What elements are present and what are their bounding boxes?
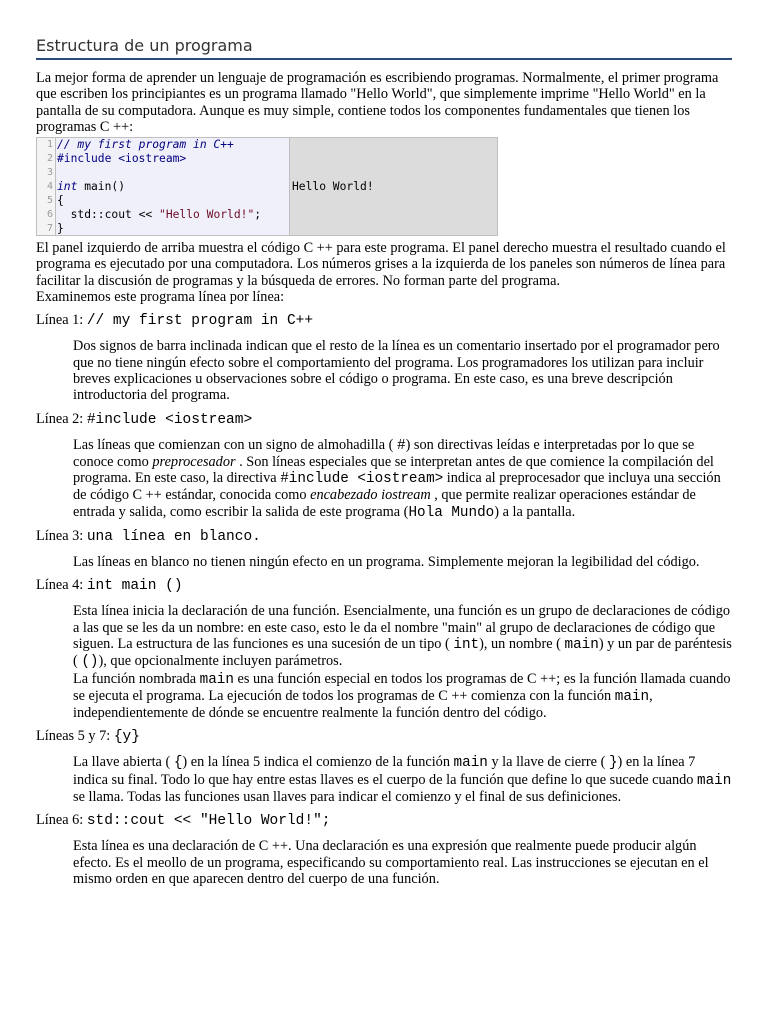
text-run: , que permite realizar operaciones estándar de entrada y salida, como escribir la salida de este programa (	[73, 487, 696, 520]
code-text: {	[57, 194, 64, 208]
text-run: , independientemente de dónde se encuentre realmente la función dentro del código.	[73, 687, 653, 722]
line-number: 2	[46, 153, 53, 165]
line6-code: std::cout << "Hello World!";	[86, 813, 331, 830]
line2-code: #include <iostream>	[86, 411, 253, 428]
text-run: ), un nombre (	[479, 635, 565, 652]
output-panel	[290, 138, 497, 235]
line-number: 3	[46, 167, 53, 179]
text-run: Esta línea inicia la declaración de una función. Esencialmente, una función es un grupo de declaraciones de código a las que se les da un nombre: en este caso, esto le da el nombre "main" al grupo de declaraciones de código que siguen. La estructura de las funciones es una sucesión de un tipo (	[73, 603, 730, 652]
line-number: 4	[46, 181, 53, 193]
text-run: se llama. Todas las funciones usan llaves para indicar el comienzo y el final de sus definiciones.	[73, 789, 622, 806]
line4-description	[73, 603, 732, 670]
text-run: ) en la línea 5 indica el comienzo de la función	[182, 754, 454, 771]
line6-label: Línea 6:	[36, 812, 87, 829]
line-number: 5	[46, 195, 53, 207]
text-run: ) y un par de paréntesis (	[73, 635, 732, 670]
line4-code: int main ()	[86, 578, 183, 595]
line-number-gutter	[37, 138, 55, 235]
code-line-6	[57, 208, 261, 222]
inline-code: main	[614, 688, 650, 705]
code-line-5	[57, 194, 261, 208]
text-run: y la llave de cierre (	[487, 754, 609, 771]
inline-code: Hola Mundo	[408, 504, 495, 521]
line2-heading	[36, 410, 732, 429]
line3-label: Línea 3:	[36, 528, 87, 545]
inline-code: main	[697, 772, 732, 789]
inline-code: #include <iostream>	[280, 471, 444, 488]
code-string: "Hello World!"	[159, 208, 255, 222]
line3-description: Las líneas en blanco no tienen ningún efecto en un programa. Simplemente mejoran la legibilidad del código.	[73, 554, 700, 571]
inline-code: {	[173, 755, 183, 772]
line3-heading	[36, 527, 732, 546]
line-number: 6	[46, 209, 53, 221]
line1-label: Línea 1:	[36, 312, 87, 329]
line1-heading	[36, 311, 732, 330]
line57-description	[73, 754, 732, 805]
code-keyword: int	[57, 180, 78, 194]
text-run: La llave abierta (	[73, 754, 174, 771]
inline-code: #	[396, 437, 406, 454]
line57-heading	[36, 727, 732, 746]
code-line-7	[57, 222, 261, 236]
code-example	[36, 137, 498, 236]
line2-description	[73, 437, 732, 521]
code-text: std::cout <<	[57, 208, 160, 222]
line6-heading	[36, 811, 732, 830]
code-text: ;	[254, 208, 262, 222]
code-line-1	[57, 138, 261, 152]
line2-label: Línea 2:	[36, 410, 87, 427]
code-line-4	[57, 180, 261, 194]
line57-code: {y}	[113, 729, 140, 746]
line4-label: Línea 4:	[36, 577, 87, 594]
inline-code: main	[453, 755, 488, 772]
inline-code: }	[608, 755, 618, 772]
text-run: La función nombrada	[73, 670, 200, 687]
inline-code: main	[199, 671, 234, 688]
inline-code: int	[453, 636, 480, 653]
text-run: ) a la pantalla.	[494, 503, 576, 520]
line4-description-2	[73, 671, 732, 722]
line1-code: // my first program in C++	[86, 313, 314, 330]
code-panel	[37, 138, 290, 235]
intro-paragraph: La mejor forma de aprender un lenguaje de programación es escribiendo programas. Normalmente, el primer programa que escriben los principiantes es un programa llamado "Hello World", que simplemente imprime "Hello World" en la pantalla de su computadora. Aunque es muy simple, contiene todos los componentes fundamentales que tienen los programas C ++:	[36, 70, 719, 135]
inline-code: main	[564, 636, 599, 653]
code-preprocessor: #include <iostream>	[57, 152, 187, 166]
code-text: main()	[77, 180, 126, 194]
line-by-line-intro: Examinemos este programa línea por línea:	[36, 289, 285, 306]
text-run: Las líneas que comienzan con un signo de almohadilla (	[73, 436, 397, 453]
line57-label: Líneas 5 y 7:	[36, 728, 114, 745]
program-output: Hello World!	[292, 180, 374, 194]
text-run: es una función especial en todos los programas de C ++; es la función llamada cuando se ejecuta el programa. La ejecución de todos los programas de C ++ comienza con la función	[73, 670, 731, 704]
inline-code: ()	[81, 654, 99, 671]
page-title: Estructura de un programa	[36, 36, 732, 60]
emphasis: encabezado iostream	[310, 487, 431, 504]
code-line-2	[57, 152, 261, 166]
text-run: ) son directivas leídas e interpretadas por lo que se conoce como	[73, 436, 695, 470]
line6-description: Esta línea es una declaración de C ++. Una declaración es una expresión que realmente puede producir algún efecto. Es el meollo de un programa, especificando su comportamiento real. Las instrucciones se ejecutan en el mismo orden en que aparecen dentro del cuerpo de una función.	[73, 838, 709, 887]
text-run: ) en la línea 7 indica su final. Todo lo que hay entre estas llaves es el cuerpo de la función que define lo que sucede cuando	[73, 754, 698, 788]
text-run: . Son líneas especiales que se interpretan antes de que comience la compilación del programa. En este caso, la directiva	[73, 453, 714, 487]
panel-explanation: El panel izquierdo de arriba muestra el código C ++ para este programa. El panel derecho muestra el resultado cuando el programa es ejecutado por una computadora. Los números grises a la izquierda de los paneles son números de línea para facilitar la discusión de programas y la búsqueda de errores. No forman parte del programa.	[36, 240, 726, 289]
code-lines	[55, 138, 261, 235]
document-page	[36, 36, 732, 887]
line-number: 7	[46, 223, 53, 235]
text-run: indica al preprocesador que incluya una sección de código C ++ estándar, conocida como	[73, 470, 721, 504]
code-comment: // my first program in C++	[57, 138, 234, 152]
code-text: }	[57, 222, 64, 236]
line4-heading	[36, 576, 732, 595]
line3-code: una línea en blanco.	[86, 529, 261, 546]
code-line-3	[57, 166, 261, 180]
emphasis: preprocesador	[152, 453, 236, 470]
line1-description: Dos signos de barra inclinada indican que el resto de la línea es un comentario insertado por el programador pero que no tiene ningún efecto sobre el comportamiento del programa. Los programadores los utilizan para incluir breves explicaciones u observaciones sobre el código o programa. En este caso, es una breve descripción introductoria del programa.	[73, 338, 720, 404]
text-run: ), que opcionalmente incluyen parámetros.	[98, 653, 343, 670]
line-number: 1	[46, 139, 53, 151]
